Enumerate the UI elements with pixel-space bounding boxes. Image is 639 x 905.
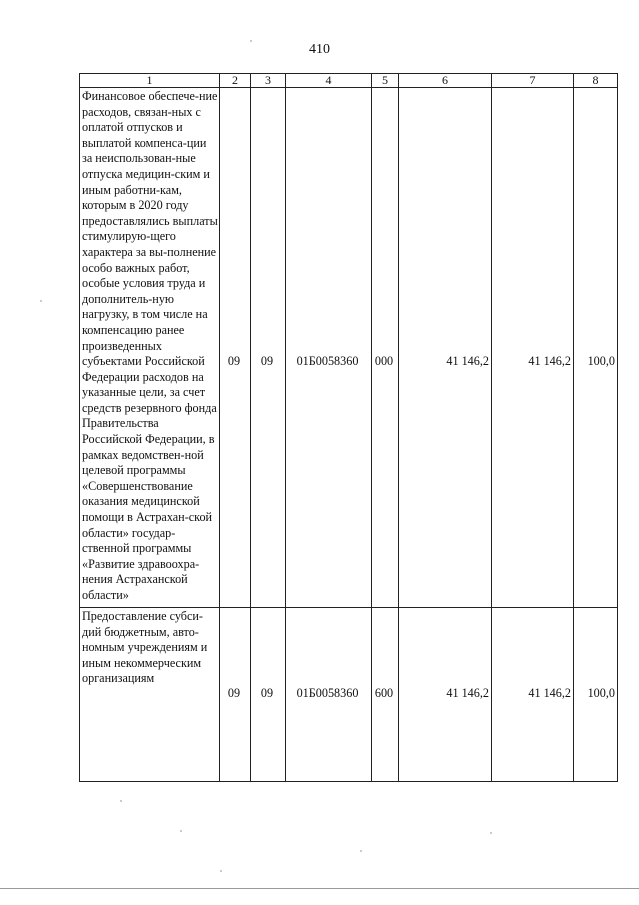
header-cell: 3 — [251, 74, 286, 88]
header-cell: 2 — [220, 74, 251, 88]
header-cell: 1 — [80, 74, 220, 88]
cell-col8 — [574, 608, 618, 782]
cell-value: 09 — [227, 686, 241, 700]
scan-speck — [490, 832, 492, 834]
header-cell: 5 — [372, 74, 399, 88]
scan-speck — [120, 800, 122, 802]
cell-value: 100,0 — [587, 354, 615, 368]
row-description: Финансовое обеспече-ние расходов, связан-ных с оплатой отпусков и выплатой компенса-ции за неиспользован-ные отпуска медицин-ским и иным работни-кам, которым в 2020 году предоставлялись выплаты стимулирую-щего характера за вы-полнение особо важных работ, особые условия труда и дополнитель-ную нагрузку, в том числе на компенсацию ранее произведенных субъектами Российской Федерации расходов на указанные цели, за счет средств резервного фонда Правительства Российской Федерации, в рамках ведомствен-ной целевой программы «Совершенствование оказания медицинской помощи в Астрахан-ской области» государ-ственной программы «Развитие здравоохра-нения Астраханской области» — [80, 88, 220, 608]
cell-col5 — [372, 88, 399, 608]
cell-col3 — [251, 88, 286, 608]
cell-col6 — [399, 88, 492, 608]
cell-value: 09 — [260, 686, 274, 700]
cell-value: 09 — [227, 354, 241, 368]
scan-speck — [180, 830, 182, 832]
cell-col7 — [492, 88, 574, 608]
cell-value: 000 — [374, 354, 394, 368]
cell-col4 — [286, 88, 372, 608]
table-header-row — [80, 74, 618, 88]
cell-value: 01Б0058360 — [296, 686, 359, 700]
cell-value: 41 146,2 — [528, 354, 571, 368]
scan-speck — [360, 850, 362, 852]
table-row — [80, 608, 618, 782]
cell-value: 01Б0058360 — [296, 354, 359, 368]
scan-speck — [40, 300, 42, 302]
row-description: Предоставление субси-дий бюджетным, авто-номным учреждениям и иным некоммерческим организациям — [80, 608, 220, 782]
cell-col4 — [286, 608, 372, 782]
cell-value: 100,0 — [587, 686, 615, 700]
table-row — [80, 88, 618, 608]
cell-value: 41 146,2 — [446, 354, 489, 368]
cell-value: 09 — [260, 354, 274, 368]
cell-col3 — [251, 608, 286, 782]
header-cell: 4 — [286, 74, 372, 88]
cell-col6 — [399, 608, 492, 782]
budget-table — [79, 73, 618, 782]
page-number: 410 — [309, 42, 330, 57]
cell-value: 41 146,2 — [528, 686, 571, 700]
cell-col2 — [220, 608, 251, 782]
cell-value: 41 146,2 — [446, 686, 489, 700]
cell-col2 — [220, 88, 251, 608]
scan-speck — [220, 870, 222, 872]
cell-col8 — [574, 88, 618, 608]
header-cell: 6 — [399, 74, 492, 88]
cell-value: 600 — [374, 686, 394, 700]
cell-col7 — [492, 608, 574, 782]
scan-speck — [250, 40, 252, 42]
header-cell: 7 — [492, 74, 574, 88]
header-cell: 8 — [574, 74, 618, 88]
page-bottom-rule — [0, 888, 639, 889]
cell-col5 — [372, 608, 399, 782]
